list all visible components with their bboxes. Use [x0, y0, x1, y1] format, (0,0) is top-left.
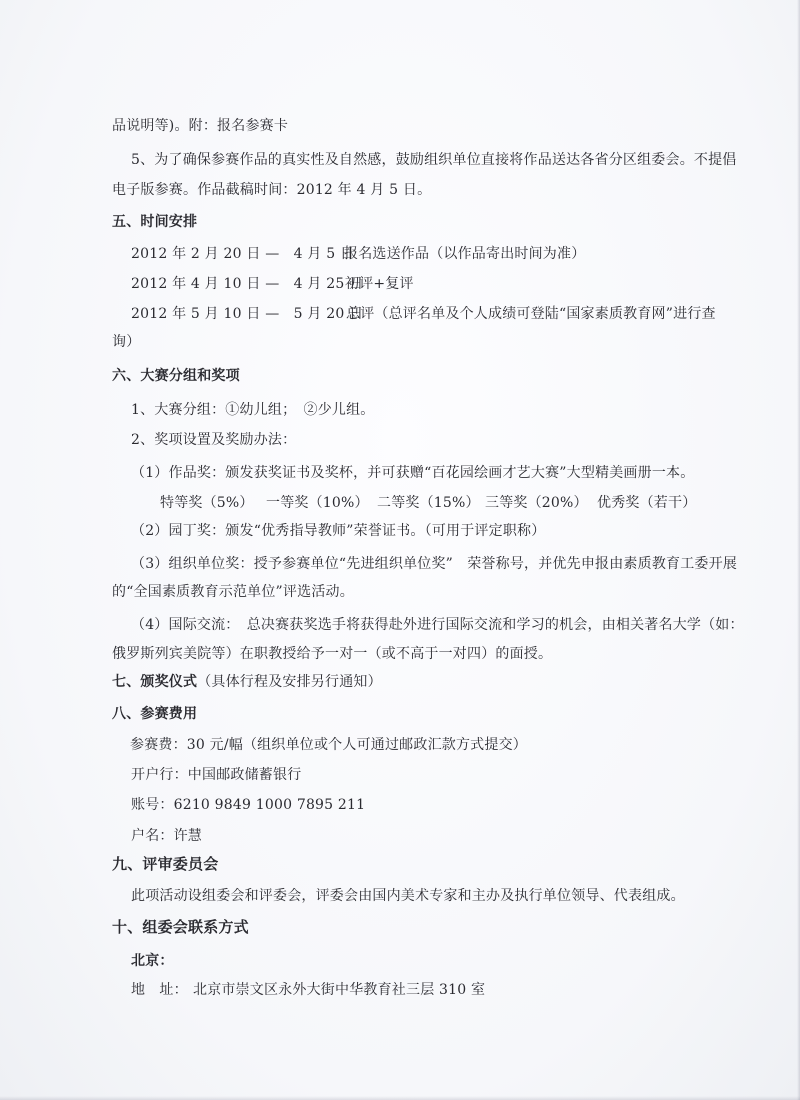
award-item: （2）园丁奖：颁发“优秀指导教师”荣誉证书。（可用于评定职称）	[131, 523, 546, 539]
award-level: 特等奖（5%）	[160, 495, 254, 511]
paragraph-line: 品说明等)。附：报名参赛卡	[112, 118, 289, 134]
award-level: 三等奖（20%）	[485, 495, 588, 511]
section-heading-contact: 十、组委会联系方式	[112, 918, 249, 936]
fee-line: 参赛费：30 元/幅（组织单位或个人可通过邮政汇款方式提交）	[130, 737, 527, 753]
paragraph-line: 询）	[112, 334, 141, 350]
award-item: （4）国际交流： 总决赛获奖选手将获得赴外进行国际交流和学习的机会，由相关著名大学（如：	[131, 617, 744, 633]
schedule-date: 2012 年 2 月 20 日 — 4 月 5 日	[131, 246, 355, 262]
schedule-desc: 总评（总评名单及个人成绩可登陆“国家素质教育网”进行查	[346, 306, 716, 322]
fee-line: 开户行：中国邮政储蓄银行	[131, 767, 302, 783]
schedule-desc: 报名选送作品（以作品寄出时间为准）	[344, 246, 586, 262]
scan-edge-shadow	[0, 1096, 800, 1100]
ceremony-note: （具体行程及安排另行通知）	[197, 674, 382, 690]
section-heading-fees: 八、参赛费用	[112, 706, 198, 722]
section-heading-ceremony: 七、颁奖仪式	[112, 674, 198, 690]
schedule-desc: 初评+复评	[345, 276, 414, 292]
contact-city: 北京：	[131, 953, 174, 969]
paragraph-line: 1、大赛分组：①幼儿组； ②少儿组。	[131, 402, 375, 418]
section-heading-schedule: 五、时间安排	[112, 214, 198, 230]
section-line-ceremony	[112, 673, 382, 691]
schedule-date: 2012 年 5 月 10 日 — 5 月 20 日	[131, 306, 364, 322]
paragraph-line: 俄罗斯列宾美院等）在职教授给予一对一（或不高于一对四）的面授。	[112, 646, 553, 662]
paragraph-line: 的“全国素质教育示范单位”评选活动。	[112, 584, 354, 600]
account-number: 账号：6210 9849 1000 7895 211	[131, 797, 366, 813]
section-heading-groups-awards: 六、大赛分组和奖项	[112, 368, 240, 384]
address-label: 地 址：	[131, 982, 188, 998]
address-value: 北京市崇文区永外大街中华教育社三层 310 室	[193, 982, 486, 998]
paragraph-line: 5、为了确保参赛作品的真实性及自然感，鼓励组织单位直接将作品送达各省分区组委会。不提倡	[131, 152, 737, 168]
award-item: （3）组织单位奖：授予参赛单位“先进组织单位奖” 荣誉称号，并优先申报由素质教育工委开展	[131, 556, 738, 572]
award-item: （1）作品奖：颁发获奖证书及奖杯，并可获赠“百花园绘画才艺大赛”大型精美画册一本。	[131, 465, 695, 481]
section-heading-jury: 九、评审委员会	[112, 855, 219, 873]
paragraph-line: 2、奖项设置及奖励办法：	[131, 432, 297, 448]
award-level: 优秀奖（若干）	[597, 495, 697, 511]
account-name: 户名：许慧	[131, 828, 202, 844]
paragraph-line: 此项活动设组委会和评委会，评委会由国内美术专家和主办及执行单位领导、代表组成。	[131, 888, 685, 904]
award-level: 二等奖（15%）	[377, 495, 480, 511]
paragraph-line: 电子版参赛。作品截稿时间：2012 年 4 月 5 日。	[112, 182, 432, 198]
award-level: 一等奖（10%）	[266, 495, 369, 511]
schedule-date: 2012 年 4 月 10 日 — 4 月 25 日	[131, 276, 364, 292]
